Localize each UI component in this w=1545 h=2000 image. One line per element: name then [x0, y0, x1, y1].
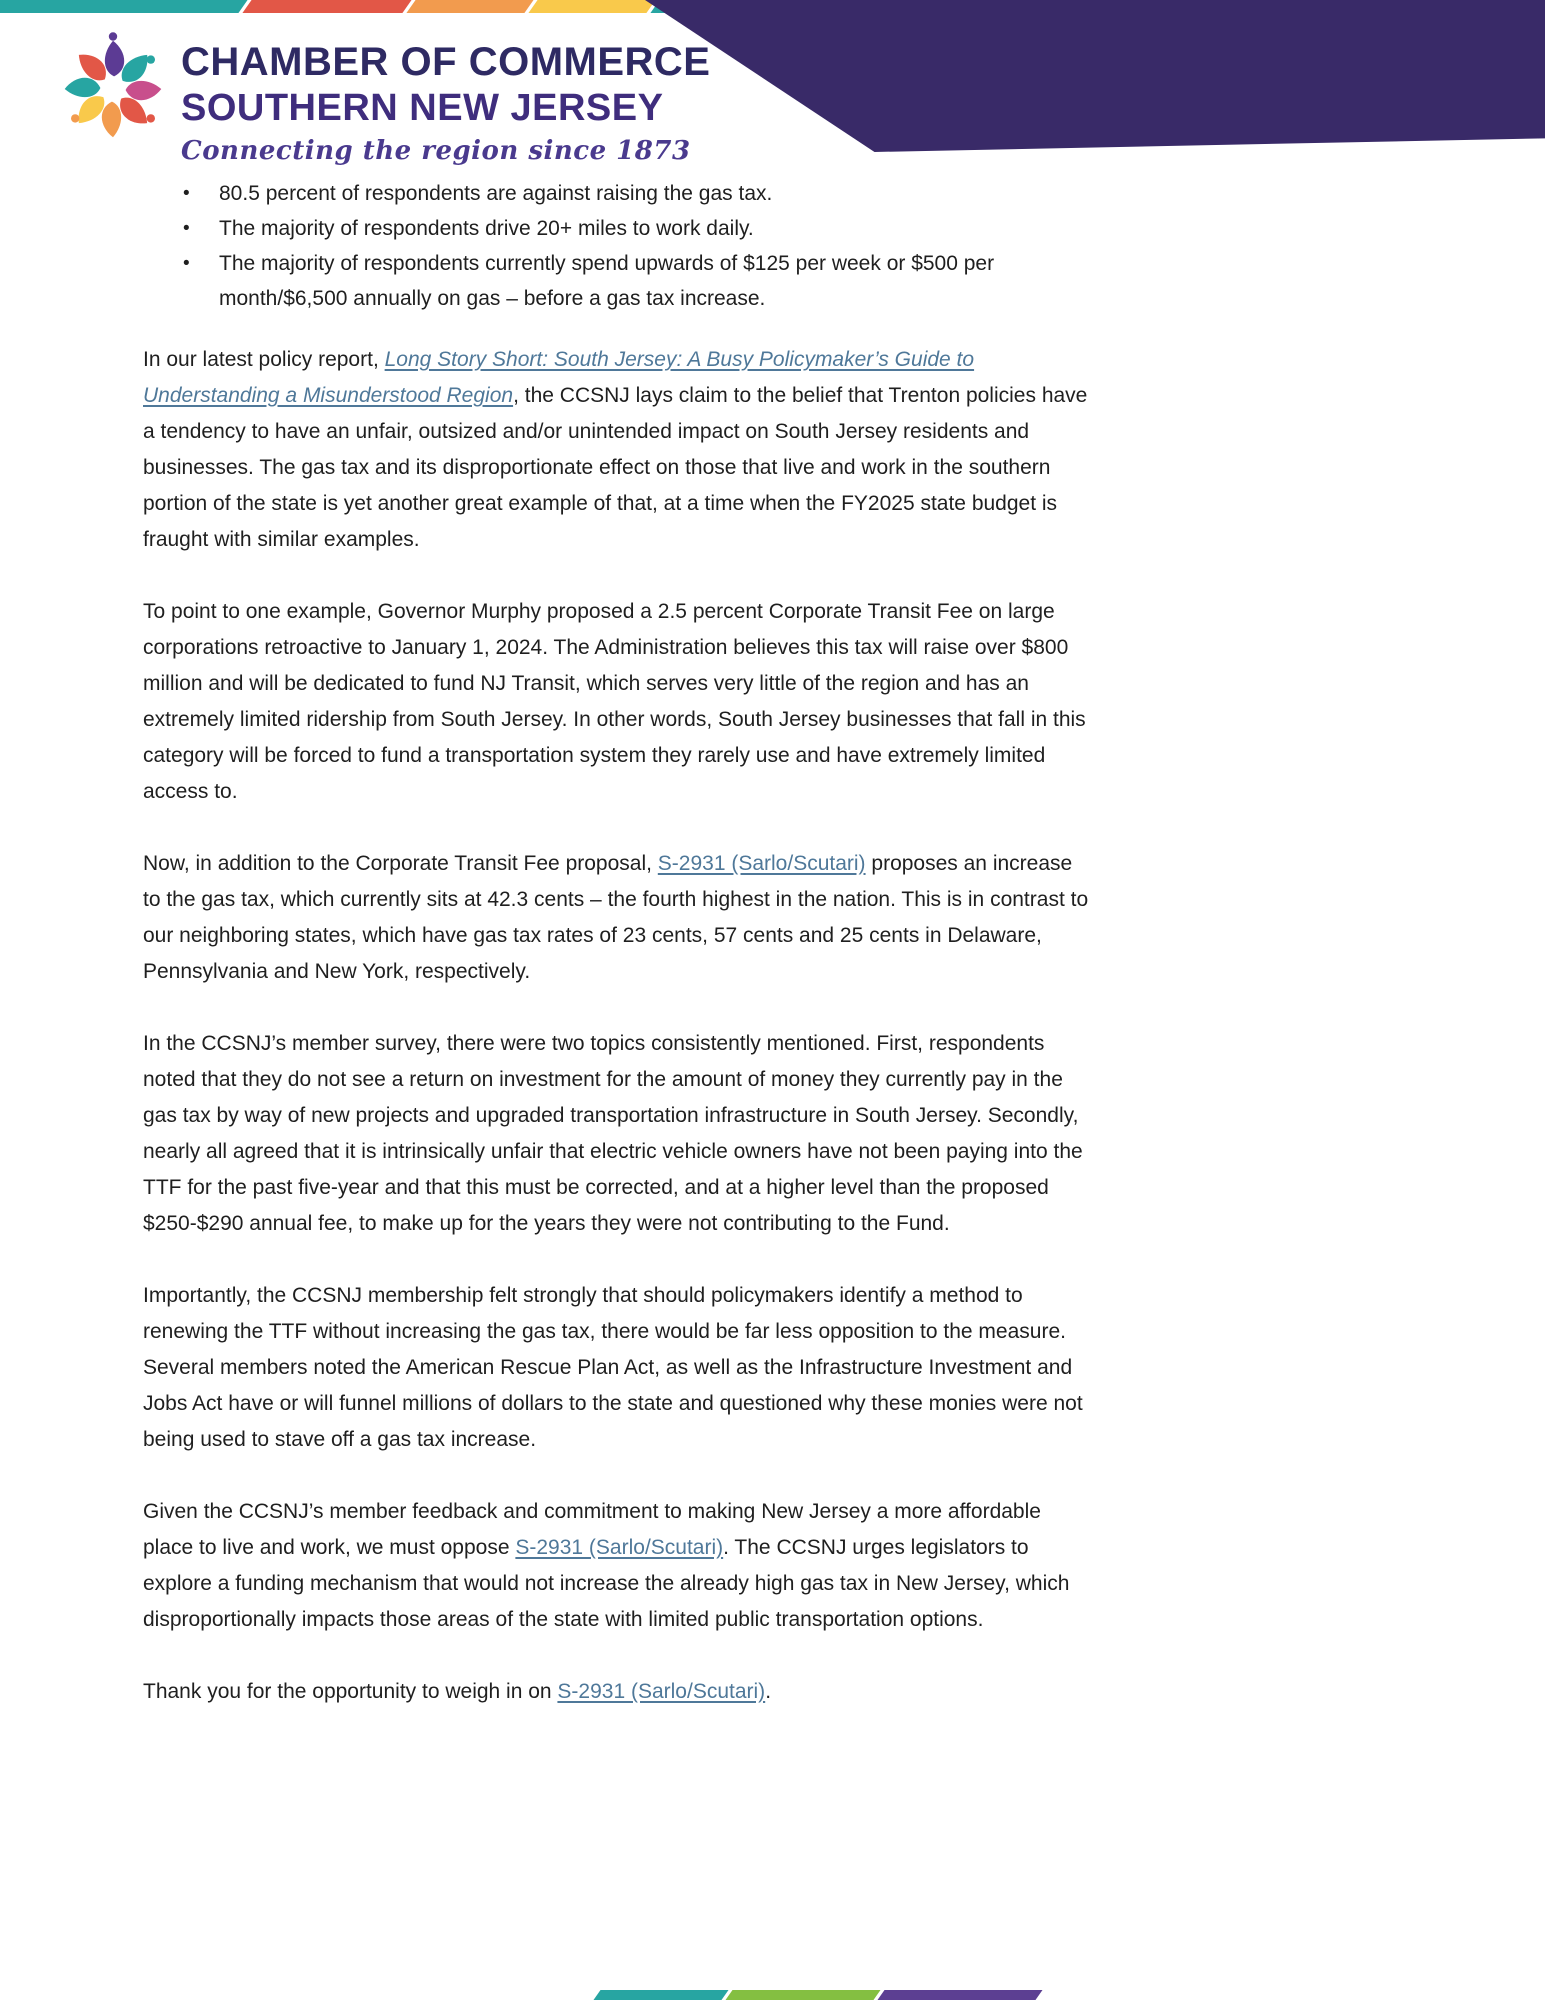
org-tagline: Connecting the region since 1873: [181, 136, 691, 166]
paragraph: [143, 342, 1090, 558]
org-name-line1: CHAMBER OF COMMERCE: [181, 40, 711, 84]
paragraph: [143, 846, 1090, 990]
paragraphs: [143, 342, 1090, 1710]
top-stripe-segment: [0, 0, 248, 13]
document-link[interactable]: Long Story Short: South Jersey: A Busy Policymaker’s Guide to Understanding a Misunderstood Region: [143, 348, 975, 407]
bullet-marker: •: [183, 218, 190, 239]
top-stripe-segment: [406, 0, 533, 13]
document-link[interactable]: S-2931 (Sarlo/Scutari): [515, 1536, 724, 1559]
bottom-stripe-segment: [877, 1990, 1042, 2000]
text-run: In the CCSNJ’s member survey, there were two topics consistently mentioned. First, respondents noted that they do not see a return on investment for the amount of money they currently pay in the gas tax by way of new projects and upgraded transportation infrastructure in South Jersey. Secondly, nearly all agreed that it is intrinsically unfair that electric vehicle owners have not been paying into the TTF for the past five-year and that this must be corrected, and at a higher level than the proposed $250-$290 annual fee, to make up for the years they were not contributing to the Fund.: [143, 1032, 1083, 1235]
ccsnj-logo: [50, 26, 176, 152]
bullet-item: [183, 246, 1090, 316]
bullet-list: [143, 176, 1090, 316]
bottom-stripe: [597, 1990, 1043, 2000]
bottom-stripe-segment: [725, 1990, 880, 2000]
text-run: , the CCSNJ lays claim to the belief that Trenton policies have a tendency to have an unfair, outsized and/or unintended impact on South Jersey residents and businesses. The gas tax and its disproportionate effect on those that live and work in the southern portion of the state is yet another great example of that, at a time when the FY2025 state budget is fraught with similar examples.: [143, 384, 1088, 551]
ccsnj-logo-icon: [50, 26, 176, 152]
text-run: In our latest policy report,: [143, 348, 385, 371]
document-link[interactable]: S-2931 (Sarlo/Scutari): [657, 852, 866, 875]
text-run: To point to one example, Governor Murphy proposed a 2.5 percent Corporate Transit Fee on large corporations retroactive to January 1, 2024. The Administration believes this tax will raise over $800 million and will be dedicated to fund NJ Transit, which serves very little of the region and has an extremely limited ridership from South Jersey. In other words, South Jersey businesses that fall in this category will be forced to fund a transportation system they rarely use and have extremely limited access to.: [143, 600, 1086, 803]
text-run: . The CCSNJ urges legislators to explore a funding mechanism that would not increase the already high gas tax in New Jersey, which disproportionally impacts those areas of the state with limited public transportation options.: [143, 1536, 1070, 1631]
text-run: Given the CCSNJ’s member feedback and commitment to making New Jersey a more affordable place to live and work, we must oppose: [143, 1500, 1041, 1559]
top-stripe-segment: [528, 0, 655, 13]
bullet-text: The majority of respondents currently spend upwards of $125 per week or $500 per month/$6,500 annually on gas – before a gas tax increase.: [219, 252, 995, 310]
org-name-line2: SOUTHERN NEW JERSEY: [181, 87, 664, 129]
bottom-stripe-segment: [593, 1990, 728, 2000]
paragraph: [143, 594, 1090, 810]
paragraph: [143, 1278, 1090, 1458]
paragraph: [143, 1494, 1090, 1638]
bullet-text: The majority of respondents drive 20+ miles to work daily.: [219, 217, 754, 240]
text-run: Thank you for the opportunity to weigh in on: [143, 1680, 558, 1703]
top-stripe-segment: [242, 0, 411, 13]
text-run: proposes an increase to the gas tax, which currently sits at 42.3 cents – the fourth highest in the nation. This is in contrast to our neighboring states, which have gas tax rates of 23 cents, 57 cents and 25 cents in Delaware, Pennsylvania and New York, respectively.: [143, 852, 1089, 983]
letter-body: [143, 176, 1090, 1710]
text-run: Now, in addition to the Corporate Transit Fee proposal,: [143, 852, 658, 875]
brand-block: [181, 42, 710, 166]
bullet-item: [183, 211, 1090, 246]
paragraph: [143, 1674, 1090, 1710]
corner-banner: [645, 0, 1545, 152]
bullet-marker: •: [183, 183, 190, 204]
bullet-marker: •: [183, 253, 190, 274]
document-link[interactable]: S-2931 (Sarlo/Scutari): [557, 1680, 766, 1703]
paragraph: [143, 1026, 1090, 1242]
text-run: Importantly, the CCSNJ membership felt strongly that should policymakers identify a method to renewing the TTF without increasing the gas tax, there would be far less opposition to the measure. Several members noted the American Rescue Plan Act, as well as the Infrastructure Investment and Jobs Act have or will funnel millions of dollars to the state and questioned why these monies were not being used to stave off a gas tax increase.: [143, 1284, 1083, 1451]
bullet-text: 80.5 percent of respondents are against raising the gas tax.: [219, 182, 773, 205]
text-run: .: [765, 1680, 772, 1703]
bullet-item: [183, 176, 1090, 211]
